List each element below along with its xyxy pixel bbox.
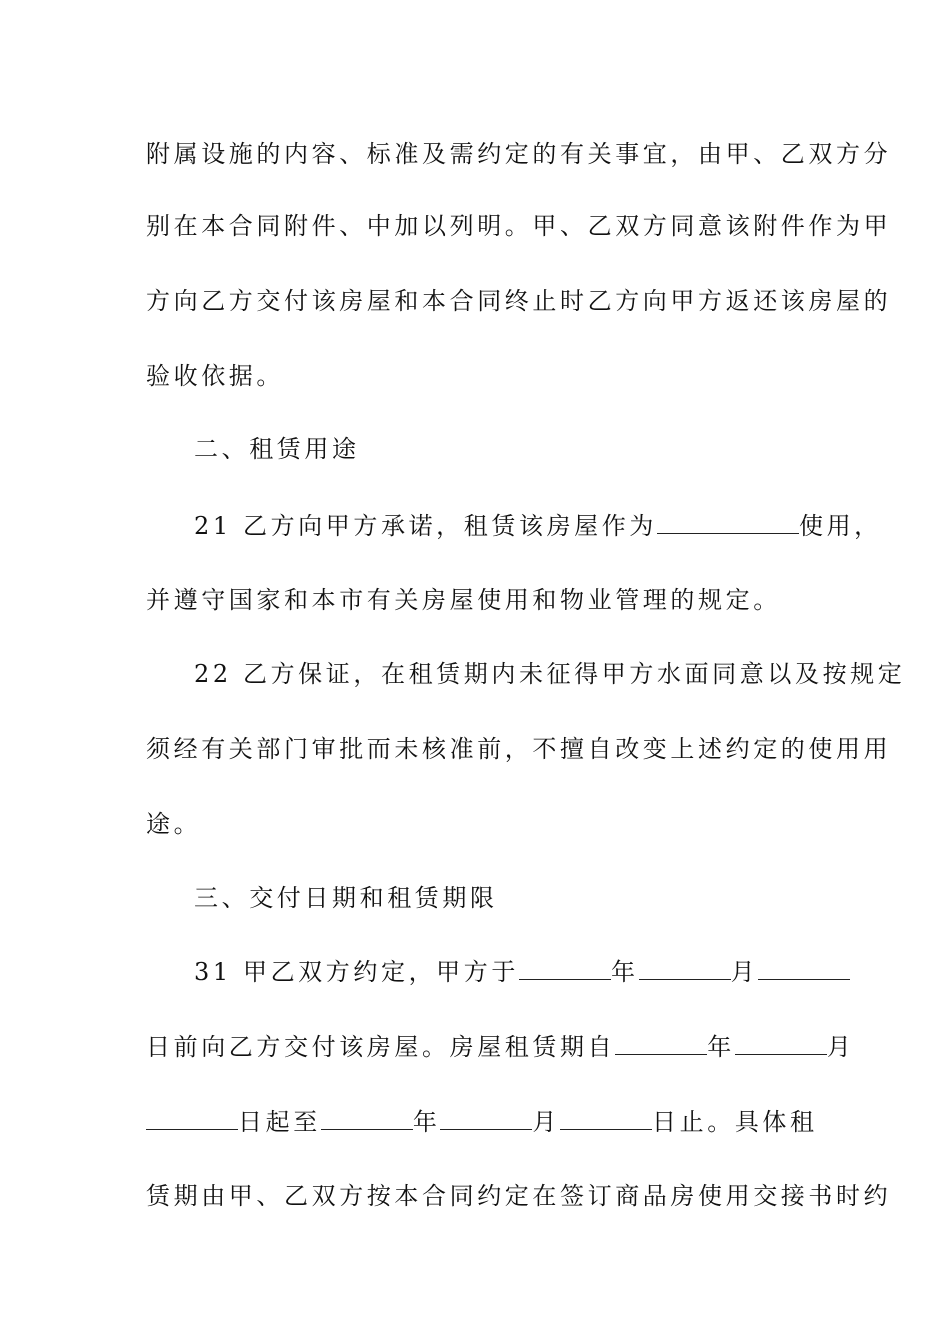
clause-31-line-3: [146, 1106, 818, 1138]
clause-21-line-1: [194, 510, 882, 542]
paragraph-line: 附属设施的内容、标准及需约定的有关事宜，由甲、乙双方分: [146, 140, 892, 168]
clause-text: 31 甲乙双方约定，甲方于: [194, 958, 519, 986]
paragraph-line: 方向乙方交付该房屋和本合同终止时乙方向甲方返还该房屋的: [146, 287, 892, 315]
clause-text: 月: [826, 1033, 855, 1061]
month-blank: [735, 1034, 827, 1055]
paragraph-line: 别在本合同附件、中加以列明。甲、乙双方同意该附件作为甲: [146, 212, 892, 240]
clause-text: 年: [610, 958, 639, 986]
day-blank: [146, 1109, 238, 1130]
section-heading-3: 三、交付日期和租赁期限: [194, 884, 498, 912]
clause-31-line-1: [194, 956, 858, 988]
clause-text: 日止。具体租: [652, 1108, 818, 1136]
clause-text: 日前向乙方交付该房屋。房屋租赁期自: [146, 1033, 616, 1061]
clause-text: 月: [532, 1108, 561, 1136]
year-blank: [615, 1034, 707, 1055]
fill-blank: [657, 513, 799, 534]
section-heading-2: 二、租赁用途: [194, 435, 360, 463]
clause-text: 使用，: [798, 512, 882, 540]
clause-31-line-2: [146, 1031, 855, 1063]
year-blank: [519, 959, 611, 980]
clause-text: 年: [707, 1033, 735, 1061]
clause-22-line-2: 须经有关部门审批而未核准前，不擅自改变上述约定的使用用: [146, 735, 892, 763]
day-blank: [758, 959, 850, 980]
clause-text: 日起至: [238, 1108, 321, 1136]
month-blank: [639, 959, 731, 980]
clause-22-line-3: 途。: [146, 810, 202, 838]
year-blank: [321, 1109, 413, 1130]
clause-text: 月: [730, 958, 759, 986]
paragraph-line: 验收依据。: [146, 362, 284, 390]
clause-text: 21 乙方向甲方承诺，租赁该房屋作为: [194, 512, 657, 540]
clause-21-line-2: 并遵守国家和本市有关房屋使用和物业管理的规定。: [146, 586, 781, 614]
day-blank: [560, 1109, 652, 1130]
clause-31-line-4: 赁期由甲、乙双方按本合同约定在签订商品房使用交接书时约: [146, 1182, 892, 1210]
month-blank: [440, 1109, 532, 1130]
clause-22-line-1: 22 乙方保证，在租赁期内未征得甲方水面同意以及按规定: [194, 660, 906, 688]
clause-text: 年: [412, 1108, 441, 1136]
